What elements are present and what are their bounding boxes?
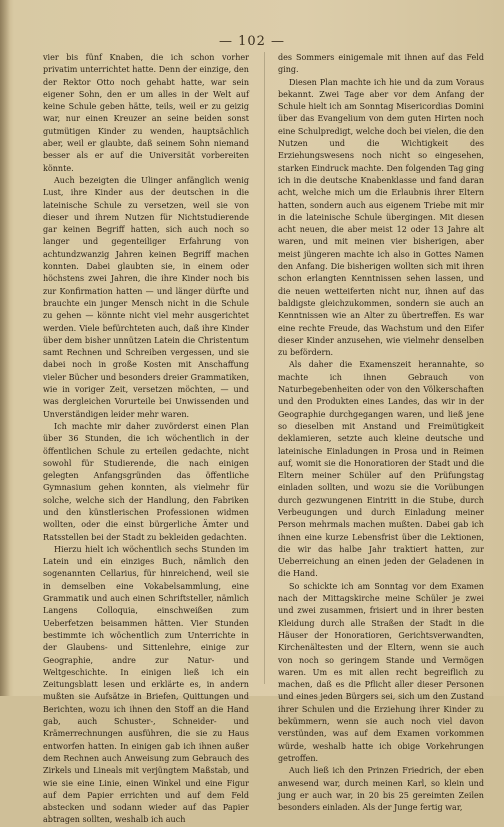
paragraph: Diesen Plan machte ich hie und da zum Voraus bekannt. Zwei Tage aber vor dem Anfang der Schule hielt ich am Sonntag Misericordias Domini über das Evangelium von dem guten Hirten noch eine Schulpredigt, welche doch bei vielen, die den Nutzen und die Wichtigkeit des Erziehungswesens noch nicht so eingesehen, starken Eindruck machte. Den folgenden Tag ging ich in die deutsche Knabenklasse und fand daran acht, welche mich um die Erlaubnis ihrer Eltern hatten, sondern auch aus eigenem Triebe mit mir in die lateinische Schule übergingen. Mit diesen acht neuen, die aber meist 12 oder 13 Jahre alt waren, und mit meinen vier bisherigen, aber meist jüngeren machte ich also in Gottes Namen den Anfang. Die bisherigen wollten sich mit ihren schon erlangten Kenntnissen sehen lassen, und die neuen wetteiferten nicht nur, ihnen auf das baldigste gleichzukommen, sondern sie auch an Kenntnissen wie an Alter zu übertreffen. Es war eine rechte Freude, das Wachstum und den Eifer dieser Kinder anzusehen, wie vielmehr denselben zu befördern. — [278, 77, 484, 358]
right-column — [278, 52, 484, 813]
binding-shadow — [0, 0, 10, 696]
paragraph: Auch ließ ich den Prinzen Friedrich, der eben anwesend war, durch meinen Karl, so klein und jung er auch war, in 20 bis 25 gereimten Zeilen besonders einladen. Als der Junge fertig war, — [278, 766, 484, 813]
page-number: — 102 — — [218, 34, 286, 49]
paragraph: vier bis fünf Knaben, die ich schon vorher privatim unterrichtet hatte. Denn der einzige, den der Rektor Otto noch gehabt hatte, war sein eigener Sohn, den er um alles in der Welt auf keine Schule geben hätte, teils, weil er zu geizig war, nur einen Kreuzer an seine beiden sonst gutmütigen Kinder zu wenden, hauptsächlich aber, weil er glaubte, daß seinem Sohn niemand besser als er auf die Universität vorbereiten könnte. — [43, 53, 249, 173]
paragraph: Auch bezeigten die Ulinger anfänglich wenig Lust, ihre Kinder aus der deutschen in die lateinische Schule zu versetzen, weil sie von dieser und ihrem Nutzen für Nichtstudierende gar keinen Begriff hatten, sich auch noch so langer und gegenteiliger Erfahrung von achtundzwanzig Jahren keinen Begriff machen konnten. Dabei glaubten sie, in einem oder höchstens zwei Jahren, die ihre Kinder noch bis zur Konfirmation hatten — und länger dürfte und brauchte ein junger Mensch nicht in die Schule zu gehen — könnte nicht viel mehr ausgerichtet werden. Viele befürchteten auch, daß ihre Kinder über dem bisher unnützen Latein die Christentum samt Rechnen und Schreiben vergessen, und sie dabei noch in große Kosten mit Anschaffung vieler Bücher und besonders dreier Grammatiken, wie in voriger Zeit, versetzen möchten, — und was dergleichen Vorurteile bei Unwissenden und Unverständigen leider mehr waren. — [43, 175, 249, 419]
paragraph: Hierzu hielt ich wöchentlich sechs Stunden im Latein und ein einziges Buch, nämlich den sogenannten Cellarius, für hinreichend, weil sie in demselben eine Vokabelsammlung, eine Grammatik und auch einen Schriftsteller, nämlich Langens Colloquia, einschweißen zum Ueberfetzen beisammen hätten. Vier Stunden bestimmte ich wöchentlich zum Unterrichte in der Glaubens- und Sittenlehre, einige zur Geographie, andre zur Natur- und Weltgeschichte. In einigen ließ ich ein Zeitungsblatt lesen und erklärte es, in andern mußten sie Aufsätze in Briefen, Quittungen und Berichten, wozu ich ihnen den Stoff an die Hand gab, auch Schuster-, Schneider- und Krämerrechnungen ausführen, die sie zu Haus entworfen hatten. In einigen gab ich ihnen außer dem Rechnen auch Anweisung zum Gebrauch des Zirkels und Lineals mit verjüngtem Maßstab, und wie sie eine Linie, einen Winkel und eine Figur auf dem Papier errichten und auf dem Feld abstecken und sodann wieder auf das Papier abtragen sollten, weshalb ich auch — [43, 544, 249, 825]
paragraph: Ich machte mir daher zuvörderst einen Plan über 36 Stunden, die ich wöchentlich in der öffentlichen Schule zu erteilen gedachte, nicht sowohl für Studierende, die nach einigen gelegten Anfangsgründen das öffentliche Gymnasium gehen konnten, als vielmehr für solche, welche sich der Handlung, den Fabriken und den künstlerischen Professionen widmen wollten, oder die einst bürgerliche Ämter und Ratsstellen bei der Stadt zu bekleiden gedachten. — [43, 421, 249, 542]
paragraph: des Sommers einigemale mit ihnen auf das Feld ging. — [278, 53, 484, 75]
column-divider — [264, 52, 265, 684]
left-column — [43, 52, 249, 825]
paragraph: Als daher die Examenszeit herannahte, so machte ich ihnen Gebrauch von Naturbegebenheiten oder von den Völkerschaften und den Produkten eines Landes, das wir in der Geographie durchgegangen waren, und ließ jene so dieselben mit Anstand und Freimütigkeit deklamieren, setzte auch kleine deutsche und lateinische Einladungen in Prosa und in Reimen auf, womit sie die Honoratioren der Stadt und die Eltern meiner Schüler auf den Prüfungstag einladen sollten, und wozu sie die Vorübungen durch gezwungenen Eintritt in die Stube, durch Verbeugungen und durch Einladung meiner Person mehrmals machen mußten. Dabei gab ich ihnen eine kurze Lebensfrist über die Lektionen, die wir das halbe Jahr traktiert hatten, zur Ueberreichung an einen jeden der Geladenen in die Hand. — [278, 360, 484, 579]
paragraph: So schickte ich am Sonntag vor dem Examen nach der Mittagskirche meine Schüler je zwei und zwei zusammen, frisiert und in ihrer besten Kleidung durch alle Straßen der Stadt in die Häuser der Honoratioren, Gerichtsverwandten, Kirchenältesten und der Eltern, wenn sie auch von noch so geringem Stande und Vermögen waren. Um es mit allen recht begreiflich zu machen, daß es die Pflicht aller dieser Personen und eines jeden Bürgers sei, sich um den Zustand ihrer Schulen und die Erziehung ihrer Kinder zu bekümmern, wenn sie auch noch viel davon verstünden, was auf dem Examen vorkommen würde, weshalb hatte ich obige Vorkehrungen getroffen. — [278, 581, 484, 763]
